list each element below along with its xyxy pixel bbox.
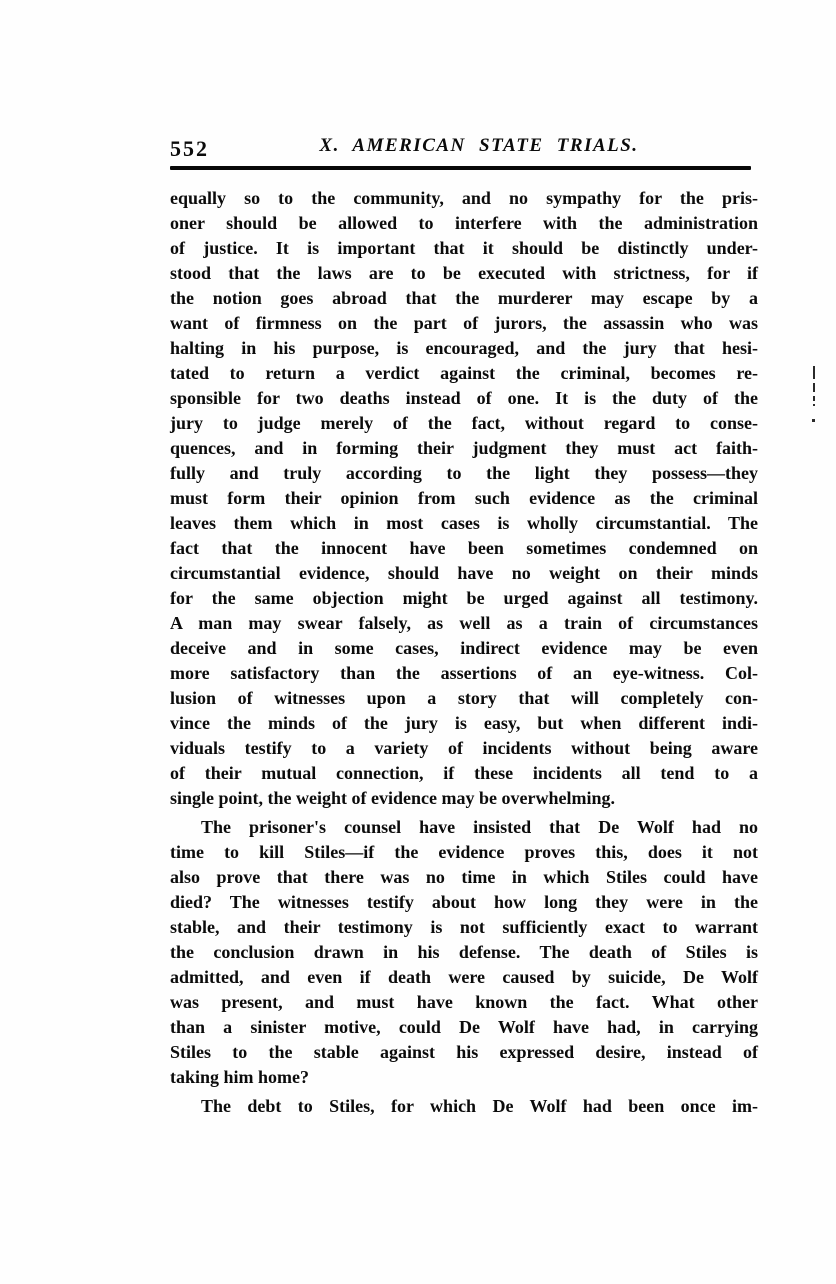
text-line: viduals testify to a variety of incidents without being aware bbox=[170, 738, 758, 758]
running-title: X. AMERICAN STATE TRIALS. bbox=[319, 135, 639, 156]
page-header bbox=[170, 135, 758, 163]
text-line: the conclusion drawn in his defense. The death of Stiles is bbox=[170, 942, 758, 962]
text-line: was present, and must have known the fact. What other bbox=[170, 992, 758, 1012]
text-line: oner should be allowed to interfere with the administration bbox=[170, 213, 758, 233]
page-number: 552 bbox=[170, 136, 209, 161]
text-line: quences, and in forming their judgment they must act faith- bbox=[170, 438, 758, 458]
text-line: sponsible for two deaths instead of one. It is the duty of the bbox=[170, 388, 758, 408]
text-line: want of firmness on the part of jurors, the assassin who was bbox=[170, 313, 758, 333]
text-line: of justice. It is important that it should be distinctly under- bbox=[170, 238, 758, 258]
text-line: of their mutual connection, if these incidents all tend to a bbox=[170, 763, 758, 783]
scan-artifact bbox=[812, 366, 818, 426]
text-line: fully and truly according to the light they possess—they bbox=[170, 463, 758, 483]
text-line: leaves them which in most cases is wholly circumstantial. The bbox=[170, 513, 758, 533]
text-line: died? The witnesses testify about how long they were in the bbox=[170, 892, 758, 912]
text-line: equally so to the community, and no sympathy for the pris- bbox=[170, 188, 758, 208]
text-line: more satisfactory than the assertions of an eye-witness. Col- bbox=[170, 663, 758, 683]
text-line: jury to judge merely of the fact, without regard to conse- bbox=[170, 413, 758, 433]
text-line: deceive and in some cases, indirect evidence may be even bbox=[170, 638, 758, 658]
page-body bbox=[170, 186, 758, 1119]
text-line: for the same objection might be urged against all testimony. bbox=[170, 588, 758, 608]
text-line: stable, and their testimony is not sufficiently exact to warrant bbox=[170, 917, 758, 937]
paragraph bbox=[170, 186, 758, 811]
text-line: must form their opinion from such evidence as the criminal bbox=[170, 488, 758, 508]
text-line: vince the minds of the jury is easy, but when different indi- bbox=[170, 713, 758, 733]
text-line: also prove that there was no time in which Stiles could have bbox=[170, 867, 758, 887]
header-rule bbox=[170, 166, 751, 170]
text-line: than a sinister motive, could De Wolf have had, in carrying bbox=[170, 1017, 758, 1037]
text-line: The prisoner's counsel have insisted that De Wolf had no bbox=[201, 817, 758, 837]
text-line: time to kill Stiles—if the evidence proves this, does it not bbox=[170, 842, 758, 862]
text-line: fact that the innocent have been sometimes condemned on bbox=[170, 538, 758, 558]
text-line: admitted, and even if death were caused by suicide, De Wolf bbox=[170, 967, 758, 987]
paragraph bbox=[170, 815, 758, 1090]
text-line: circumstantial evidence, should have no weight on their minds bbox=[170, 563, 758, 583]
text-line: The debt to Stiles, for which De Wolf had been once im- bbox=[201, 1096, 758, 1116]
text-line: Stiles to the stable against his expressed desire, instead of bbox=[170, 1042, 758, 1062]
text-line: halting in his purpose, is encouraged, and the jury that hesi- bbox=[170, 338, 758, 358]
paragraph bbox=[170, 1094, 758, 1119]
text-line: single point, the weight of evidence may be overwhelming. bbox=[170, 788, 615, 808]
text-line: taking him home? bbox=[170, 1067, 310, 1087]
text-line: tated to return a verdict against the criminal, becomes re- bbox=[170, 363, 758, 383]
text-line: A man may swear falsely, as well as a train of circumstances bbox=[170, 613, 758, 633]
text-line: lusion of witnesses upon a story that will completely con- bbox=[170, 688, 758, 708]
text-line: stood that the laws are to be executed with strictness, for if bbox=[170, 263, 758, 283]
text-line: the notion goes abroad that the murderer may escape by a bbox=[170, 288, 758, 308]
